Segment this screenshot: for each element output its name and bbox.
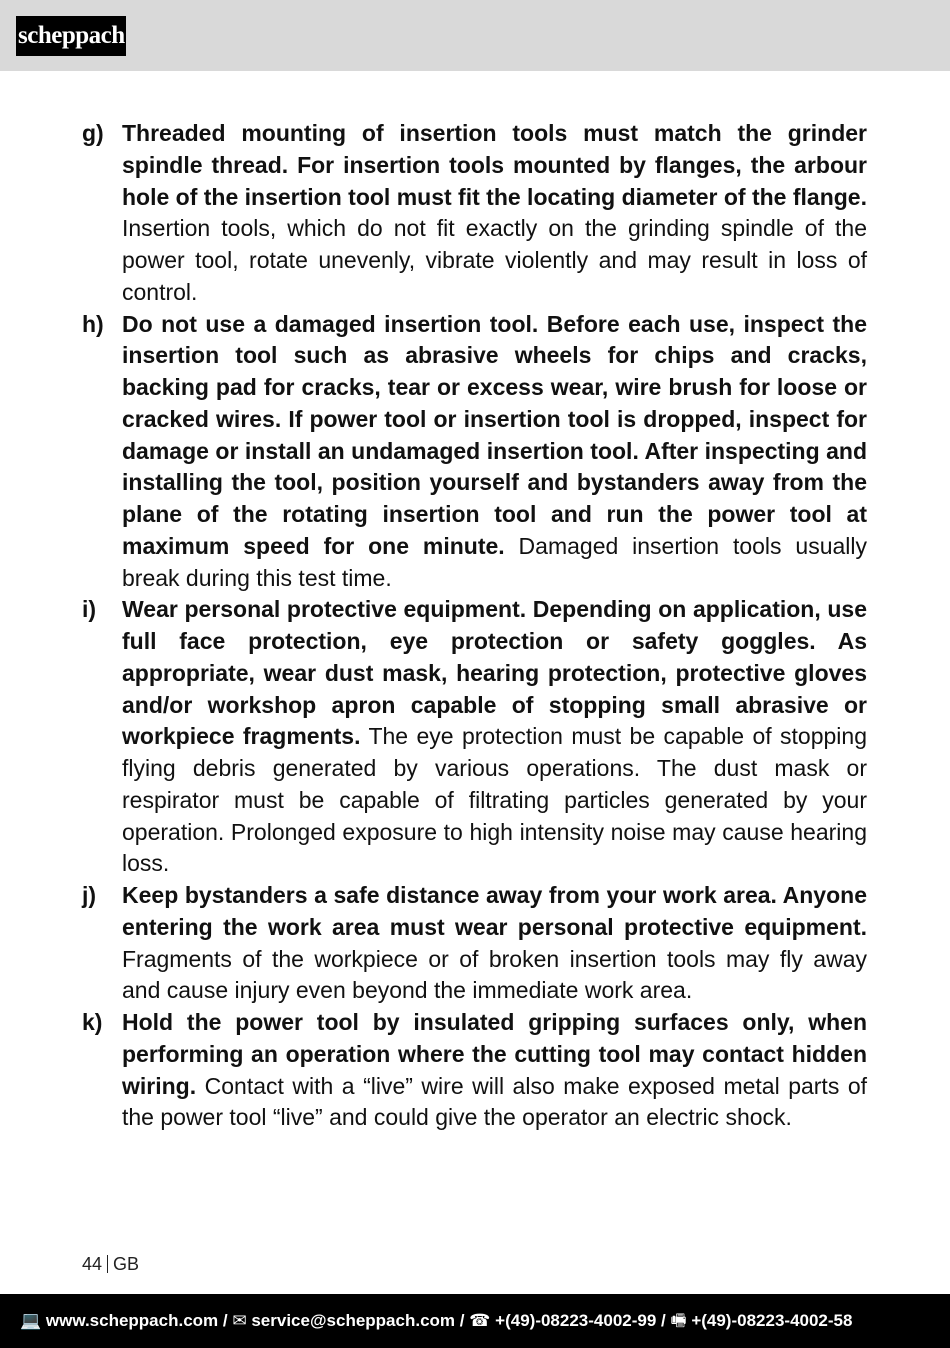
phone-number: +(49)-08223-4002-99 xyxy=(495,1311,657,1330)
item-regular-text: Contact with a “live” wire will also make exposed metal parts of the power tool “live” and could give the operator an electric shock. xyxy=(122,1072,868,1131)
language-code: GB xyxy=(113,1254,140,1274)
contact-bar xyxy=(0,1294,950,1348)
page-number-value: 44 xyxy=(82,1254,103,1274)
item-bold-text: Do not use a damaged insertion tool. Before each use, inspect the insertion tool such as abrasive wheels for chips and cracks, backing pad for cracks, tear or excess wear, wire brush for loose or cracked wires. If power tool or insertion tool is dropped, inspect for damage or install an undamaged insertion tool. After inspecting and installing the tool, position yourself and bystanders away from the plane of the rotating insertion tool and run the power tool at maximum speed for one minute. xyxy=(122,310,867,559)
separator: / xyxy=(661,1311,666,1330)
item-text xyxy=(122,594,867,880)
page-header xyxy=(0,0,950,71)
item-regular-text: The eye protection must be capable of stopping flying debris generated by various operations. The dust mask or respirator must be capable of filtrating particles generated by your operation. Prolonged exposure to high intensity noise may cause hearing loss. xyxy=(122,723,868,877)
page-number xyxy=(82,1252,139,1276)
separator: / xyxy=(459,1311,465,1330)
contact-line xyxy=(20,1309,935,1333)
item-text xyxy=(122,1007,867,1134)
item-text xyxy=(122,880,867,1007)
item-regular-text: Fragments of the workpiece or of broken insertion tools may fly away and cause injury even beyond the immediate work area. xyxy=(122,945,867,1004)
item-letter: h) xyxy=(82,310,104,337)
item-bold-text: Keep bystanders a safe distance away from your work area. Anyone entering the work area must wear personal protective equipment. xyxy=(122,882,867,940)
separator: / xyxy=(222,1311,228,1330)
fax-number: +(49)-08223-4002-58 xyxy=(691,1311,853,1330)
item-regular-text: Insertion tools, which do not fit exactly on the grinding spindle of the power tool, rotate unevenly, vibrate violently and may result in loss of control. xyxy=(122,215,867,305)
list-item xyxy=(82,118,867,309)
item-letter: k) xyxy=(82,1009,103,1035)
fax-icon: 🖷 xyxy=(670,1311,687,1330)
item-text xyxy=(122,118,867,309)
phone-icon: ☎ xyxy=(469,1311,491,1330)
scheppach-logo: scheppach xyxy=(16,16,126,56)
item-bold-text: Wear personal protective equipment. Depending on application, use full face protection, eye protection or safety goggles. As appropriate, wear dust mask, hearing protection, protective gloves and/or workshop apron capable of stopping small abrasive or workpiece fragments. xyxy=(122,596,867,750)
item-letter: i) xyxy=(82,596,97,623)
divider xyxy=(107,1255,108,1273)
mail-icon: ✉ xyxy=(232,1311,247,1330)
website-link[interactable]: www.scheppach.com xyxy=(45,1311,219,1330)
list-item xyxy=(82,880,867,1007)
item-bold-text: Hold the power tool by insulated gripping surfaces only, when performing an operation where the cutting tool may contact hidden wiring. xyxy=(122,1009,867,1099)
item-bold-text: Threaded mounting of insertion tools must match the grinder spindle thread. For insertion tools mounted by flanges, the arbour hole of the insertion tool must fit the locating diameter of the flange. xyxy=(122,120,867,210)
item-letter: j) xyxy=(82,882,97,908)
email-link[interactable]: service@scheppach.com xyxy=(251,1311,456,1330)
item-text xyxy=(122,309,867,595)
list-item xyxy=(82,309,867,595)
item-letter: g) xyxy=(82,120,104,146)
computer-icon: 💻 xyxy=(20,1311,42,1330)
list-item xyxy=(82,1007,867,1134)
item-regular-text: Damaged insertion tools usually break during this test time. xyxy=(122,532,867,591)
safety-instructions-list xyxy=(82,118,867,1134)
list-item xyxy=(82,594,867,880)
